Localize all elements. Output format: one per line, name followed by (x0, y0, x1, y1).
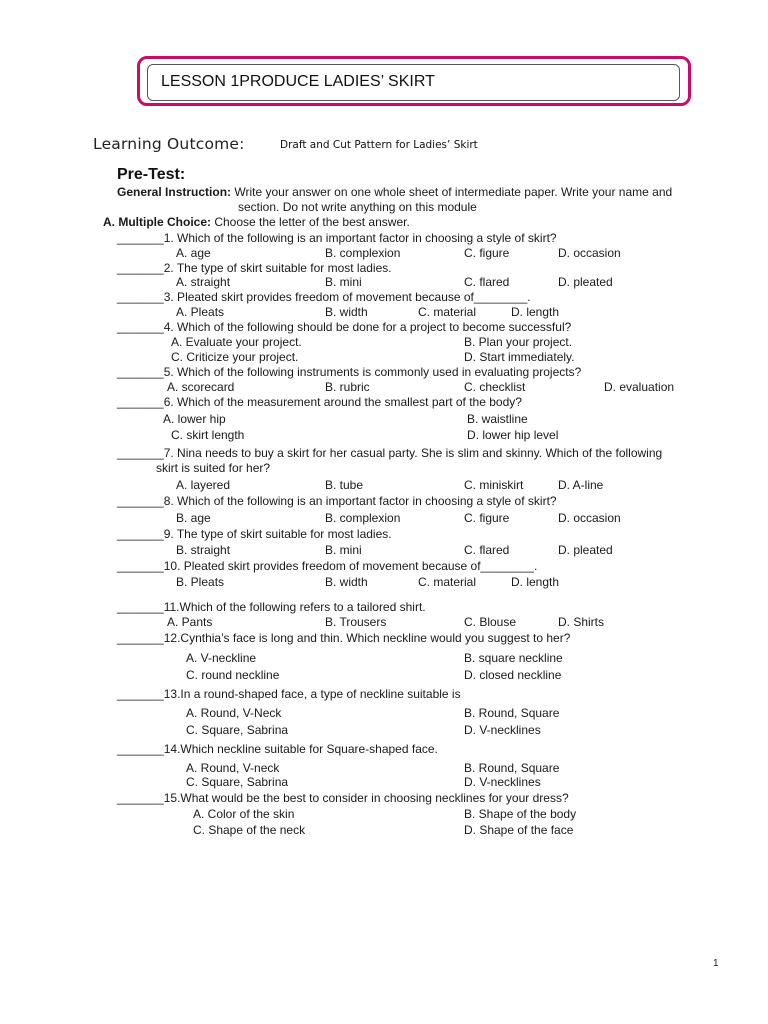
q10-choice-c: C. material (418, 575, 477, 589)
q13-choice-b: B. Round, Square (464, 706, 560, 720)
multiple-choice-heading (103, 215, 410, 229)
general-instruction-text: Write your answer on one whole sheet of intermediate paper. Write your name and (231, 185, 673, 199)
q7-choice-c: C. miniskirt (464, 478, 524, 492)
q3-choice-d: D. length (511, 305, 560, 319)
q6-choice-b: B. waistline (467, 412, 528, 426)
q12-choice-a: A. V-neckline (186, 651, 257, 665)
question-11: _______11.Which of the following refers to a tailored shirt. (117, 600, 426, 614)
learning-outcome-label: Learning Outcome: (93, 135, 245, 153)
q2-choice-c: C. flared (464, 275, 510, 289)
q8-choice-c: C. figure (464, 511, 510, 525)
q5-choice-b: B. rubric (325, 380, 370, 394)
general-instruction-label: General Instruction: (117, 185, 232, 199)
q5-choice-d: D. evaluation (604, 380, 675, 394)
q3-choice-a: A. Pleats (176, 305, 225, 319)
q11-choice-d: D. Shirts (558, 615, 605, 629)
q1-choice-d: D. occasion (558, 246, 621, 260)
q8-choice-d: D. occasion (558, 511, 621, 525)
q2-choice-a: A. straight (176, 275, 231, 289)
q7-choice-d: D. A-line (558, 478, 604, 492)
q10-choice-b: B. width (325, 575, 368, 589)
question-10: _______10. Pleated skirt provides freedom of movement because of________. (117, 559, 538, 573)
question-4: _______4. Which of the following should be done for a project to become successful? (117, 320, 572, 334)
q3-choice-c: C. material (418, 305, 477, 319)
q14-choice-b: B. Round, Square (464, 761, 560, 775)
multiple-choice-text: Choose the letter of the best answer. (211, 215, 410, 229)
question-5: _______5. Which of the following instruments is commonly used in evaluating projects? (117, 365, 582, 379)
q11-choice-c: C. Blouse (464, 615, 517, 629)
q9-choice-c: C. flared (464, 543, 510, 557)
question-9: _______9. The type of skirt suitable for most ladies. (117, 527, 392, 541)
q4-choice-b: B. Plan your project. (464, 335, 573, 349)
question-14: _______14.Which neckline suitable for Square-shaped face. (117, 742, 438, 756)
q12-choice-d: D. closed neckline (464, 668, 562, 682)
question-6: _______6. Which of the measurement around the smallest part of the body? (117, 395, 522, 409)
q13-choice-c: C. Square, Sabrina (186, 723, 289, 737)
q4-choice-a: A. Evaluate your project. (171, 335, 302, 349)
q11-choice-b: B. Trousers (325, 615, 387, 629)
question-1: _______1. Which of the following is an important factor in choosing a style of skirt? (117, 231, 557, 245)
lesson-title: LESSON 1PRODUCE LADIES’ SKIRT (161, 73, 435, 90)
q13-choice-d: D. V-necklines (464, 723, 541, 737)
pretest-title: Pre-Test: (117, 166, 186, 183)
q8-choice-a: B. age (176, 511, 211, 525)
question-8: _______8. Which of the following is an important factor in choosing a style of skirt? (117, 494, 557, 508)
question-12: _______12.Cynthia’s face is long and thin. Which neckline would you suggest to her? (117, 631, 571, 645)
q9-choice-a: B. straight (176, 543, 231, 557)
general-instruction-line2: section. Do not write anything on this module (238, 200, 477, 214)
question-7-cont: skirt is suited for her? (156, 461, 271, 475)
q15-choice-d: D. Shape of the face (464, 823, 574, 837)
general-instruction (117, 185, 707, 200)
q6-choice-a: A. lower hip (163, 412, 226, 426)
q8-choice-b: B. complexion (325, 511, 401, 525)
question-3: _______3. Pleated skirt provides freedom of movement because of________. (117, 290, 531, 304)
q4-choice-c: C. Criticize your project. (171, 350, 299, 364)
q1-choice-a: A. age (176, 246, 211, 260)
q2-choice-d: D. pleated (558, 275, 613, 289)
q10-choice-a: B. Pleats (176, 575, 225, 589)
q11-choice-a: A. Pants (167, 615, 213, 629)
q5-choice-c: C. checklist (464, 380, 526, 394)
q13-choice-a: A. Round, V-Neck (186, 706, 282, 720)
q4-choice-d: D. Start immediately. (464, 350, 575, 364)
q1-choice-b: B. complexion (325, 246, 401, 260)
q12-choice-c: C. round neckline (186, 668, 280, 682)
q15-choice-a: A. Color of the skin (193, 807, 295, 821)
q2-choice-b: B. mini (325, 275, 362, 289)
q6-choice-d: D. lower hip level (467, 428, 559, 442)
q7-choice-b: B. tube (325, 478, 364, 492)
q14-choice-c: C. Square, Sabrina (186, 775, 289, 789)
question-13: _______13.In a round-shaped face, a type of neckline suitable is (117, 687, 461, 701)
q1-choice-c: C. figure (464, 246, 510, 260)
q12-choice-b: B. square neckline (464, 651, 563, 665)
q9-choice-d: D. pleated (558, 543, 613, 557)
q5-choice-a: A. scorecard (167, 380, 235, 394)
multiple-choice-label: A. Multiple Choice: (103, 215, 211, 229)
question-2: _______2. The type of skirt suitable for most ladies. (117, 261, 392, 275)
q6-choice-c: C. skirt length (171, 428, 245, 442)
question-15: _______15.What would be the best to consider in choosing necklines for your dress? (117, 791, 569, 805)
q3-choice-b: B. width (325, 305, 368, 319)
q15-choice-c: C. Shape of the neck (193, 823, 306, 837)
learning-outcome-value: Draft and Cut Pattern for Ladies’ Skirt (280, 139, 478, 151)
q14-choice-a: A. Round, V-neck (186, 761, 280, 775)
page-number: 1 (713, 958, 719, 969)
q9-choice-b: B. mini (325, 543, 362, 557)
q10-choice-d: D. length (511, 575, 560, 589)
q15-choice-b: B. Shape of the body (464, 807, 577, 821)
q7-choice-a: A. layered (176, 478, 231, 492)
q14-choice-d: D. V-necklines (464, 775, 541, 789)
question-7: _______7. Nina needs to buy a skirt for her casual party. She is slim and skinny. Which of the following (117, 446, 663, 460)
